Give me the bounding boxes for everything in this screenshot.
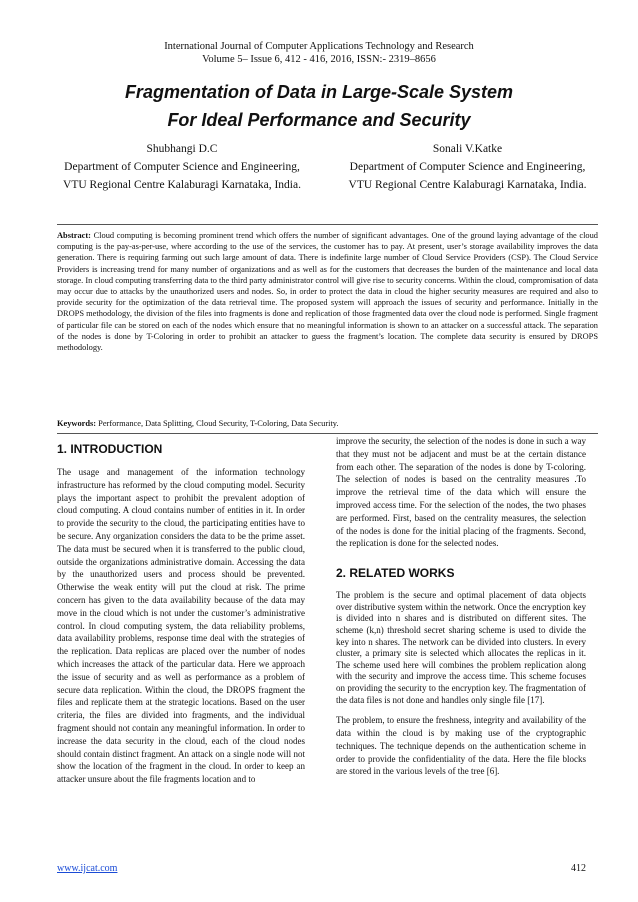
author-name: Shubhangi D.C	[146, 143, 218, 155]
author-block-2	[340, 140, 595, 194]
divider-top	[57, 224, 598, 225]
paragraph: The problem is the secure and optimal placement of data objects over distributive system within the network. Once the encryption key is divided into n shares and is distributed on different sites. The scheme (k,n) threshold secret sharing scheme is used to divide the key into n shares. The network can be divided into clusters. In every cluster, a primary site is selected which allocates the replicas in it. The scheme used here will combines the problem replication along with the security and improve the access time. This scheme focuses on providing the security to the encryption key. The fragmentation of the data files is not done and handles only single file [17].	[336, 590, 586, 705]
paragraph: The usage and management of the information technology infrastructure has reformed by the cloud computing model. Security plays the important aspect to prohibit the prevalent adoption of cloud computing. A cloud contains number of entities in it. In order to provide the security to the cloud, the participating entities have to be secure. Any organization considers the data to be the prime asset. The data must be secured when it is transferred to the public cloud, outside the organizations administrative domain. Accessing the data by the unauthorized users and process should be prevented. Otherwise the weak entity will put the cloud at risk. The prime concern has given to the data availability because of the data may move in the cloud which is not under the customer’s administrative control. In cloud computing system, the data reliability problems, data availability problems, response time deal with the strategies of the replication. Data replicas are placed over the number of nodes which increases the attack of the particular data. Here we approach the issue of security and as well as performance as a problem of secure data replication. Within the cloud, the DROPS fragment the files and replicate them at the strategic locations. Based on the user criteria, the files are divided into fragments, and the individual fragment should not contain any meaningful information. In order to increase the data security in the cloud, each of the cloud nodes should contain distinct fragment. An attack on a single node will not show the location of the fragment in the cloud. In order to keep an attacker unsure about the file fragments location and to	[57, 467, 305, 785]
author-affiliation: Department of Computer Science and Engineering, VTU Regional Centre Kalaburagi Karnataka, India.	[348, 161, 587, 191]
abstract	[57, 230, 598, 353]
keywords-text: Performance, Data Splitting, Cloud Security, T-Coloring, Data Security.	[98, 419, 339, 428]
paragraph: improve the security, the selection of the nodes is done in such a way that they must not be adjacent and must be at the certain distance from each other. The separation of the nodes is done by T-coloring. The selection of nodes is based on the centrality measures .To improve the retrieval time of the data which will ensure the improved access time. For the selection of the nodes, the two phases are performed. First, based on the centrality measures, the selection of the nodes is done for the initial placing of the fragments. Second, the replication is done for the selected nodes.	[336, 436, 586, 549]
author-affiliation: Department of Computer Science and Engineering, VTU Regional Centre Kalaburagi Karnataka, India.	[63, 161, 301, 191]
journal-name: International Journal of Computer Applications Technology and Research	[164, 41, 474, 52]
abstract-text: Cloud computing is becoming prominent trend which offers the number of significant advantages. One of the ground laying advantage of the cloud computing is the pay-as-per-use, where according to the use of the services, the customer has to pay. At present, user’s storage availability improves the data generation. There is requiring farming out such large amount of data. There is indefinite large number of Cloud Service Providers (CSP). The Cloud Service Providers is increasing trend for many number of organizations and as well as for the customers that decreases the burden of the maintenance and local data storage. In cloud computing transferring data to the third party administrator control will give rise to security concerns. Within the cloud, compromisation of data may occur due to attacks by the unauthorized users and nodes. So, in order to protect the data in cloud the higher security measures are required and also to provide security for the optimization of the data retrieval time. The proposed system will approach the issues of security and performance. Initially in the DROPS methodology, the division of the files into fragments is done and replication of those fragmented data over the cloud node is performed. Single fragment of particular file can be stored on each of the nodes which ensure that no meaningful information is shown to an attacker on a successful attack. The separation of the nodes is done by T-Coloring in order to prohibit an attacker to guess the fragment’s location. The complete data security is ensured by DROPS methodology.	[57, 231, 598, 353]
author-block-1	[52, 140, 312, 194]
left-column	[57, 430, 305, 794]
keywords-label: Keywords:	[57, 419, 97, 428]
title-line-1: Fragmentation of Data in Large-Scale System	[124, 82, 514, 102]
page-number: 412	[571, 863, 586, 874]
footer-website-link[interactable]: www.ijcat.com	[57, 863, 118, 874]
author-name: Sonali V.Katke	[432, 143, 503, 155]
title-line-2: For Ideal Performance and Security	[167, 110, 471, 130]
abstract-label: Abstract:	[57, 231, 91, 240]
section-heading-introduction: 1. INTRODUCTION	[57, 442, 163, 456]
right-column	[336, 425, 586, 786]
journal-header	[0, 40, 638, 66]
journal-volume: Volume 5– Issue 6, 412 - 416, 2016, ISSN:- 2319–8656	[202, 54, 436, 65]
paragraph: The problem, to ensure the freshness, integrity and availability of the data within the cloud is by making use of the cryptographic techniques. The technique depends on the authentication scheme in order to provide the confidentiality of the data. Here the file blocks are stored in the various levels of the tree [6].	[336, 715, 586, 777]
section-heading-related-works: 2. RELATED WORKS	[336, 566, 455, 581]
paper-title	[40, 78, 598, 134]
